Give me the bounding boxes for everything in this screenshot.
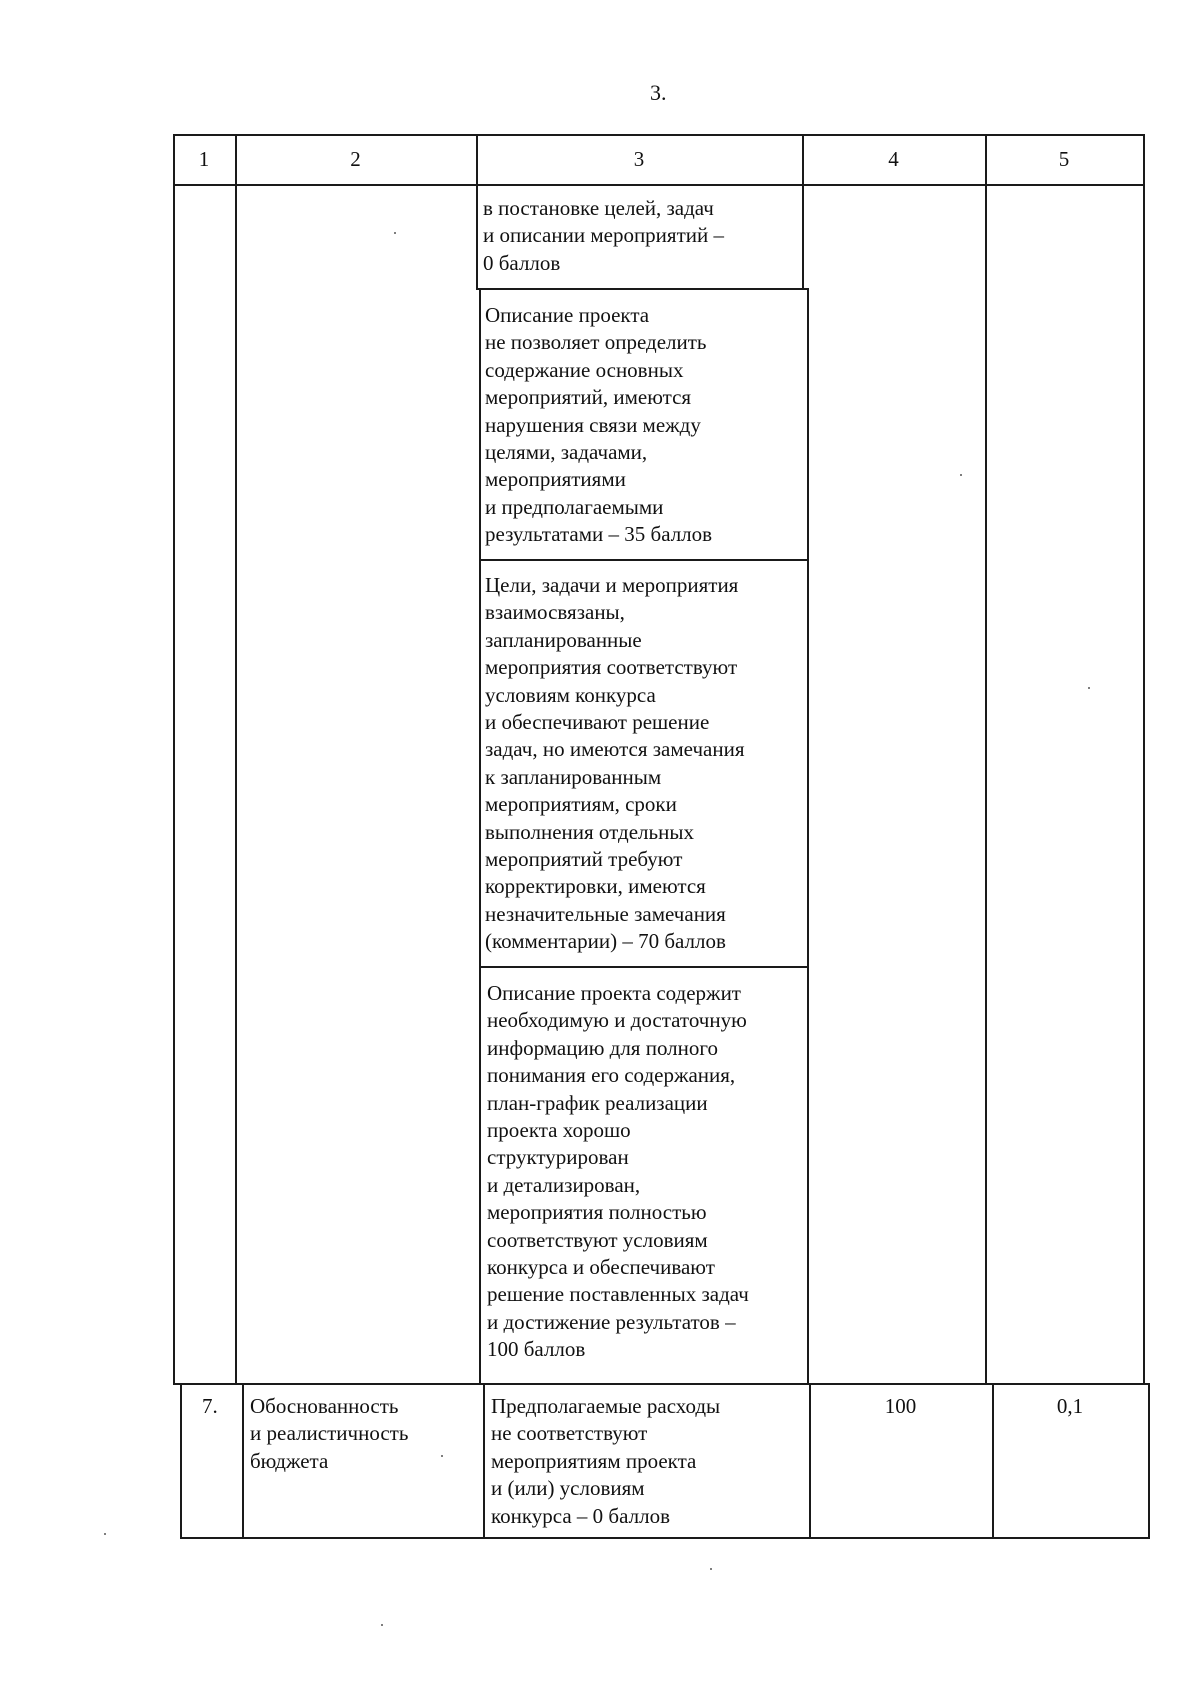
table-border — [173, 134, 175, 1384]
scan-speck — [104, 1533, 106, 1535]
header-col-3: 3 — [633, 147, 645, 171]
table-divider — [479, 966, 807, 968]
scan-speck — [381, 1624, 383, 1626]
scan-speck — [1088, 687, 1090, 689]
table-divider — [985, 134, 987, 1384]
header-col-4: 4 — [888, 147, 899, 171]
table-divider — [479, 559, 807, 561]
page-number: 3. — [650, 80, 667, 105]
scan-speck — [441, 1455, 443, 1457]
weight-coefficient: 0,1 — [1056, 1394, 1084, 1418]
scan-speck — [394, 232, 396, 234]
criterion-level-text: в постановке целей, задач и описании мероприятий – 0 баллов — [483, 196, 724, 275]
max-score: 100 — [884, 1394, 917, 1418]
criterion-level-text: Описание проекта не позволяет определить содержание основных мероприятий, имеются нарушения связи между целями, задачами, мероприятиями и предполагаемыми результатами – 35 баллов — [485, 303, 713, 547]
row-number: 7. — [202, 1394, 218, 1418]
table-border — [180, 1537, 1150, 1539]
table-border — [1143, 134, 1145, 1384]
table-divider — [173, 1383, 1148, 1385]
table-divider — [235, 134, 237, 1384]
table-border — [1148, 1383, 1150, 1538]
header-col-2: 2 — [350, 147, 361, 171]
criterion-level-text: Предполагаемые расходы не соответствуют мероприятиям проекта и (или) условиям конкурса – 0 баллов — [491, 1394, 721, 1528]
table-divider — [476, 288, 807, 290]
table-divider — [807, 288, 809, 1384]
header-col-5: 5 — [1058, 147, 1070, 171]
criterion-level-text: Описание проекта содержит необходимую и достаточную информацию для полного понимания его содержания, план-график реализации проекта хорошо структурирован и детализирован, мероприятия полностью соответствуют условиям конкурса и обеспечивают решение поставленных задач и достижение результатов – 100 баллов — [487, 981, 749, 1362]
header-col-1: 1 — [198, 147, 210, 171]
scan-speck — [960, 474, 962, 476]
table-divider — [242, 1383, 244, 1538]
table-border — [180, 1383, 182, 1538]
criterion-name: Обоснованность и реалистичность бюджета — [250, 1394, 409, 1473]
table-divider — [479, 288, 481, 1384]
scan-speck — [710, 1568, 712, 1570]
table-divider — [173, 184, 1144, 186]
criterion-level-text: Цели, задачи и мероприятия взаимосвязаны, запланированные мероприятия соответствуют условиям конкурса и обеспечивают решение задач, но имеются замечания к запланированным мероприятиям, сроки выполнения отдельных мероприятий требуют корректировки, имеются незначительные замечания (комментарии) – 70 баллов — [485, 573, 745, 954]
table-divider — [483, 1383, 485, 1538]
table-border — [173, 134, 1144, 136]
